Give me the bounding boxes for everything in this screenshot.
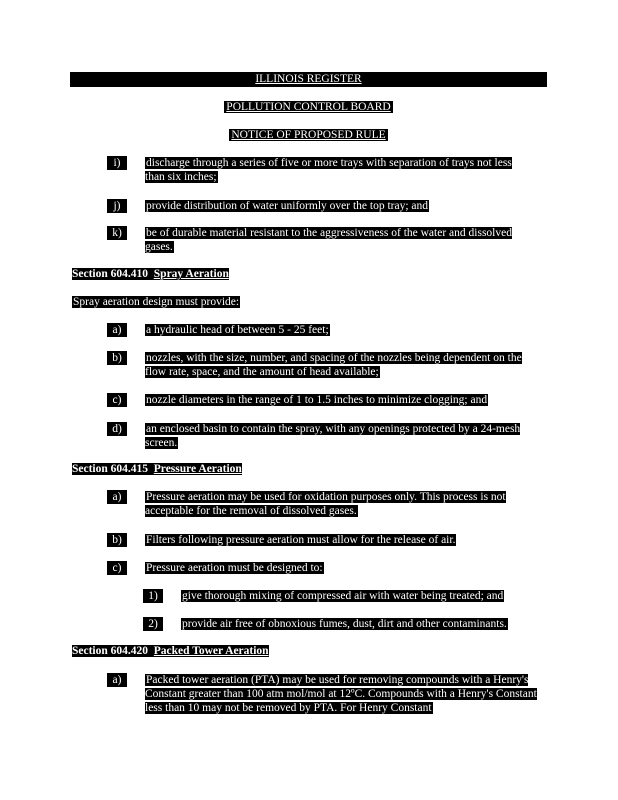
item-label: k) bbox=[107, 226, 127, 240]
list-item: nozzles, with the size, number, and spacing of the nozzles being dependent on the flow rate, space, and the amount of head available; bbox=[145, 352, 522, 378]
section-heading: Section 604.415 Pressure Aeration bbox=[72, 463, 242, 475]
item-label: d) bbox=[107, 422, 127, 436]
subitem-label: 1) bbox=[143, 589, 163, 603]
list-item: be of durable material resistant to the aggressiveness of the water and dissolved gases. bbox=[145, 227, 512, 253]
section-heading: Section 604.410 Spray Aeration bbox=[72, 268, 229, 280]
subitem-label: 2) bbox=[143, 617, 163, 631]
item-label: j) bbox=[107, 199, 127, 213]
sub-list-item: provide air free of obnoxious fumes, dust, dirt and other contaminants. bbox=[182, 618, 507, 630]
list-item: an enclosed basin to contain the spray, with any openings protected by a 24-mesh screen. bbox=[145, 423, 521, 449]
notice-title: NOTICE OF PROPOSED RULE bbox=[231, 129, 386, 141]
item-label: c) bbox=[107, 393, 127, 407]
list-item: Pressure aeration may be used for oxidation purposes only. This process is not acceptable for the removal of dissolved gases. bbox=[145, 491, 506, 517]
list-item: discharge through a series of five or more trays with separation of trays not less than six inches; bbox=[145, 157, 512, 183]
list-item: provide distribution of water uniformly over the top tray; and bbox=[146, 200, 429, 212]
list-item: Pressure aeration must be designed to: bbox=[146, 562, 323, 574]
list-item: nozzle diameters in the range of 1 to 1.5 inches to minimize clogging; and bbox=[146, 394, 488, 406]
list-item: Filters following pressure aeration must allow for the release of air. bbox=[146, 534, 456, 546]
item-label: a) bbox=[107, 490, 127, 504]
item-label: c) bbox=[107, 561, 127, 575]
sub-list-item: give thorough mixing of compressed air with water being treated; and bbox=[182, 590, 504, 602]
list-item: a hydraulic head of between 5 - 25 feet; bbox=[146, 324, 329, 336]
item-label: a) bbox=[107, 323, 127, 337]
header-rule bbox=[70, 86, 547, 87]
list-item: Packed tower aeration (PTA) may be used for removing compounds with a Henry's Constant greater than 100 atm mol/mol at 12ºC. Compounds with a Henry's Constant less than 10 may not be removed by PTA. For Henry Constant bbox=[145, 674, 537, 714]
register-title: ILLINOIS REGISTER bbox=[70, 72, 547, 86]
item-label: i) bbox=[107, 156, 127, 170]
section-heading: Section 604.420 Packed Tower Aeration bbox=[72, 645, 269, 657]
item-label: b) bbox=[107, 533, 127, 547]
item-label: b) bbox=[107, 351, 127, 365]
section-intro: Spray aeration design must provide: bbox=[73, 296, 240, 308]
item-label: a) bbox=[107, 673, 127, 687]
board-title: POLLUTION CONTROL BOARD bbox=[226, 101, 391, 113]
